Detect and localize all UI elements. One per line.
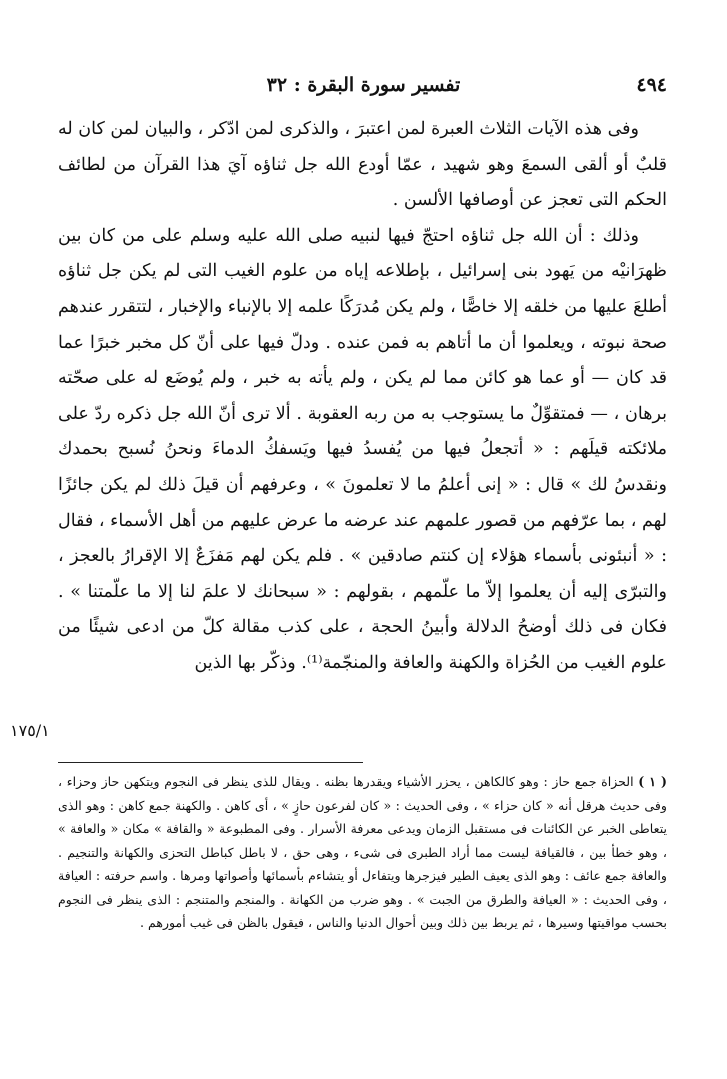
footnote — [58, 770, 667, 935]
page-header — [60, 70, 667, 104]
page-number: ٤٩٤ — [636, 74, 667, 96]
footnote-text: الحزاة جمع حاز : وهو كالكاهن ، يحزر الأشياء ويقدرها بظنه . ويقال للذى ينظر فى النجوم ويتكهن حاز وحزاء ، وفى حديث هرقل أنه « كان حزاء » ، وفى الحديث : « كان لفرعون حازٍ » ، أى كاهن . والكهنة جمع كاهن : وهو الذى يتعاطى الخبر عن الكائنات فى مستقبل الزمان ويدعى معرفة الأسرار . وفى المطبوعة « والقافة » مكان « والعافة » ، وهو خطأ بين ، فالقيافة ليست مما أراد الطبرى فى شىء ، وهى حق ، لا باطل كباطل التحزى والكهانة والتنجيم . والعافة جمع عائف : وهو الذى يعيف الطير فيزجرها ويتفاءل أو يتشاءم بأسمائها وأصواتها ومرها . واسم حرفته : العيافة ، وفى الحديث : « العيافة والطرق من الجبت » . وهو ضرب من الكهانة . والمنجم والمتنجم : الذى ينظر فى النجوم بحسب مواقيتها وسيرها ، ثم يربط بين ذلك وبين أحوال الدنيا والناس ، فيقول بالظن فى غيب أمورهم . — [58, 774, 667, 930]
margin-reference: ١٧٥/١ — [10, 721, 50, 740]
footnote-divider — [58, 762, 363, 763]
paragraph: وفى هذه الآيات الثلاث العبرة لمن اعتبرَ ، والذكرى لمن ادّكر ، والبيان لمن كان له قلبٌ أو ألقى السمعَ وهو شهيد ، عمّا أودع الله جل ثناؤه آيَ هذا القرآن من لطائف الحكم التى تعجز عن أوصافها الألسن . — [58, 119, 667, 211]
main-text — [58, 112, 667, 682]
footnote-number: ( ١ ) — [638, 774, 668, 789]
running-title: تفسير سورة البقرة : ٣٢ — [266, 74, 461, 96]
paragraph: وذلك : أن الله جل ثناؤه احتجّ فيها لنبيه صلى الله عليه وسلم على من كان بين ظهرَانيْه من يَهود بنى إسرائيل ، بإطلاعه إياه من علوم الغيب التى لم يكن جل ثناؤه أطلعَ عليها من خلقه إلا خاصًّا ، ولم يكن مُدرَكًا علمه إلا بالإنباء والإخبار ، لتتقرر عندهم صحة نبوته ، ويعلموا أن ما أتاهم به فمن عنده . ودلّ فيها على أنّ كل مخبر خبرًا عما قد كان — أو عما هو كائن مما لم يكن ، ولم يأته به خبر ، ولم يُوضَع له على صحّته برهان ، — فمتقوِّلٌ ما يستوجب به من ربه العقوبة . ألا ترى أنّ الله جل ذكره ردّ على ملائكته قيلَهم : « أتجعلُ فيها من يُفسدُ فيها ويَسفكُ الدماءَ ونحنُ نُسبح بحمدك ونقدسُ لك » قال : « إنى أعلمُ ما لا تعلمونَ » ، وعرفهم أن قيلَ ذلك لم يكن جائزًا لهم ، بما عرّفهم من قصور علمهم عند عرضه ما عرض عليهم من أهل الأسماء ، فقال : « أنبئونى بأسماء هؤلاء إن كنتم صادقين » . فلم يكن لهم مَفزَعٌ إلا الإقرارُ بالعجز ، والتبرّى إليه أن يعلموا إلاّ ما علّمهم ، بقولهم : « سبحانك لا علمَ لنا إلا ما علّمتنا » . فكان فى ذلك أوضحُ الدلالة وأبينُ الحجة ، على كذب مقالة كلّ من ادعى شيئًا من علوم الغيب من الحُزاة والكهنة والعافة والمنجّمة⁽¹⁾. وذكّر بها الذين — [58, 225, 667, 673]
